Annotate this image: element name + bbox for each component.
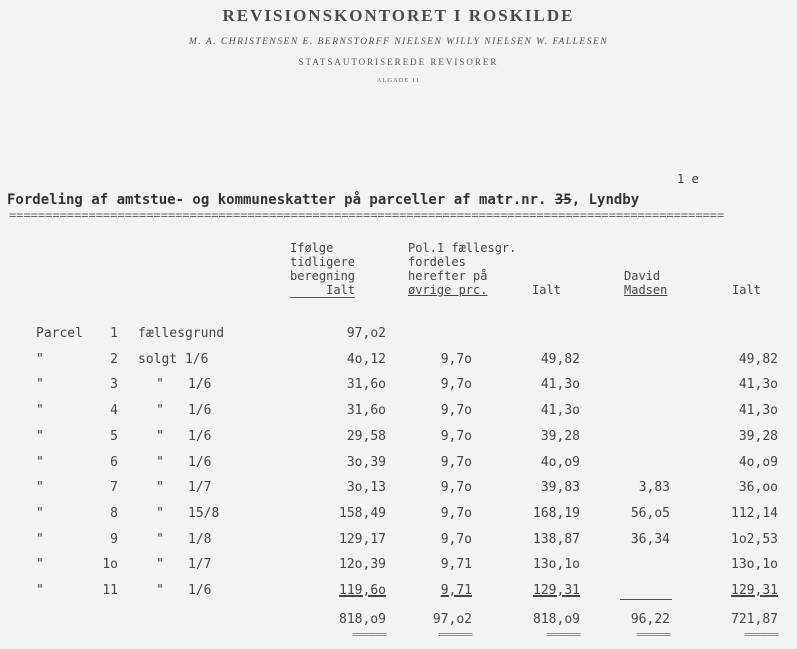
cell-previous: 119,6o — [339, 583, 386, 598]
cell-label: " — [36, 557, 44, 573]
cell-previous: 97,o2 — [346, 326, 386, 341]
cell-share: 15/8 — [188, 505, 220, 521]
cell-share: 1/7 — [188, 480, 212, 496]
cell-ditto: " — [156, 454, 164, 470]
cell-label: " — [36, 454, 44, 470]
cell-share: 1/8 — [188, 531, 212, 547]
total-total1: 818,o9 — [533, 611, 580, 627]
cell-ditto: " — [156, 557, 164, 573]
header-previous: Ifølge tidligere beregning Ialt — [290, 241, 356, 297]
cell-common: 9,7o — [440, 480, 472, 496]
cell-share: 1/6 — [188, 428, 212, 444]
cell-total1: 138,87 — [533, 531, 580, 547]
total-previous: 818,o9 — [339, 611, 386, 627]
cell-common: 9,7o — [440, 531, 472, 547]
cell-label: " — [36, 505, 44, 521]
cell-madsen: 3,83 — [638, 480, 670, 496]
cell-previous: 29,58 — [346, 428, 386, 444]
cell-previous: 129,17 — [339, 531, 386, 547]
cell-total1: 13o,1o — [533, 557, 580, 573]
cell-ditto: " — [156, 583, 164, 598]
cell-common: 9,71 — [440, 583, 472, 598]
title-suffix: , Lyndby — [571, 192, 640, 208]
header-total2: Ialt — [732, 283, 761, 297]
title-rule: =================================================================================================== — [9, 208, 725, 222]
cell-label: " — [36, 428, 44, 444]
cell-common: 9,71 — [440, 557, 472, 573]
cell-madsen: 56,o5 — [630, 505, 670, 521]
cell-share: 1/6 — [188, 403, 212, 419]
cell-ditto: " — [156, 505, 164, 521]
cell-total2: 4o,o9 — [738, 454, 778, 470]
cell-total1: 168,19 — [533, 505, 580, 521]
cell-share: 1/6 — [188, 454, 212, 470]
firm-name: REVISIONSKONTORET I ROSKILDE — [222, 6, 575, 25]
cell-madsen: 36,34 — [630, 531, 670, 547]
cell-num: 7 — [110, 480, 118, 496]
total-double-rule: ====== — [636, 627, 670, 641]
partner-names: M. A. CHRISTENSEN E. BERNSTORFF NIELSEN WILLY NIELSEN W. FALLESEN — [188, 37, 609, 47]
handwritten-correction: 1 e — [677, 172, 699, 186]
cell-total1: 49,82 — [540, 351, 580, 367]
title-prefix: Fordeling af amtstue- og kommuneskatter på parceller af matr.nr. — [7, 192, 547, 208]
cell-label: " — [36, 351, 44, 367]
firm-address: ALGADE 11 — [376, 77, 421, 84]
cell-common: 9,7o — [440, 428, 472, 444]
cell-total2: 39,28 — [738, 428, 778, 444]
cell-ditto: " — [156, 403, 164, 419]
total-double-rule: ====== — [438, 627, 472, 641]
cell-common: 9,7o — [440, 454, 472, 470]
cell-share: 1/7 — [188, 557, 212, 573]
cell-label: " — [36, 377, 44, 393]
header-common: Pol.1 fællesgr. fordeles herefter på øvrige prc. — [408, 241, 517, 297]
cell-total2: 41,3o — [738, 377, 778, 393]
cell-num: 9 — [110, 531, 118, 547]
cell-num: 4 — [110, 403, 118, 419]
cell-num: 2 — [110, 351, 118, 367]
cell-total2: 41,3o — [738, 403, 778, 419]
cell-madsen — [600, 402, 670, 420]
cell-share: 1/6 — [188, 377, 212, 393]
firm-subtitle: STATSAUTORISEREDE REVISORER — [298, 57, 499, 67]
total-total2: 721,87 — [731, 611, 778, 627]
cell-madsen — [600, 582, 670, 600]
cell-madsen — [600, 325, 670, 343]
cell-share — [188, 351, 228, 369]
cell-common: 9,7o — [440, 377, 472, 393]
cell-total2: 49,82 — [738, 351, 778, 367]
cell-common: 9,7o — [440, 505, 472, 521]
total-common: 97,o2 — [432, 611, 472, 627]
cell-common — [400, 325, 472, 343]
cell-previous: 12o,39 — [339, 557, 386, 573]
madsen-blank-underline — [620, 599, 672, 600]
document-title — [7, 192, 639, 208]
cell-ditto: " — [156, 531, 164, 547]
header-total1: Ialt — [532, 283, 561, 297]
cell-madsen — [600, 454, 670, 472]
cell-num: 5 — [110, 428, 118, 444]
cell-previous: 31,6o — [346, 377, 386, 393]
cell-num: 11 — [102, 583, 118, 598]
cell-label: " — [36, 403, 44, 419]
cell-label: Parcel — [36, 326, 83, 341]
cell-total1: 41,3o — [540, 403, 580, 419]
cell-total2: 36,oo — [738, 480, 778, 496]
cell-previous: 31,6o — [346, 403, 386, 419]
cell-label: " — [36, 531, 44, 547]
cell-ditto: " — [156, 377, 164, 393]
cell-num: 8 — [110, 505, 118, 521]
cell-total1 — [500, 325, 580, 343]
cell-madsen — [600, 351, 670, 369]
cell-total2: 13o,1o — [731, 557, 778, 573]
cell-previous: 4o,12 — [346, 351, 386, 367]
cell-total1: 4o,o9 — [540, 454, 580, 470]
cell-num: 1 — [110, 326, 118, 341]
cell-num: 6 — [110, 454, 118, 470]
cell-previous: 3o,13 — [346, 480, 386, 496]
header-madsen: David Madsen — [624, 269, 668, 297]
cell-total2: 129,31 — [731, 583, 778, 598]
cell-ditto: " — [156, 480, 164, 496]
cell-previous: 3o,39 — [346, 454, 386, 470]
cell-label: " — [36, 583, 44, 598]
cell-madsen — [600, 376, 670, 394]
cell-common: 9,7o — [440, 403, 472, 419]
total-double-rule: ====== — [546, 627, 580, 641]
cell-total2: 112,14 — [731, 505, 778, 521]
cell-total1: 41,3o — [540, 377, 580, 393]
cell-desc: solgt 1/6 — [138, 351, 209, 367]
total-double-rule: ====== — [744, 627, 778, 641]
cell-share — [188, 325, 228, 343]
cell-madsen — [600, 556, 670, 574]
cell-total2: 1o2,53 — [731, 531, 778, 547]
cell-total1: 129,31 — [533, 583, 580, 598]
cell-ditto: " — [156, 428, 164, 444]
cell-total2 — [690, 325, 778, 343]
cell-desc: fællesgrund — [138, 326, 225, 341]
cell-total1: 39,83 — [540, 480, 580, 496]
total-double-rule: ====== — [352, 627, 386, 641]
struck-number: 35 — [554, 192, 572, 208]
cell-num: 1o — [102, 557, 118, 573]
cell-madsen — [600, 428, 670, 446]
total-madsen: 96,22 — [630, 611, 670, 627]
cell-share: 1/6 — [188, 583, 212, 598]
cell-num: 3 — [110, 377, 118, 393]
cell-label: " — [36, 480, 44, 496]
cell-total1: 39,28 — [540, 428, 580, 444]
cell-previous: 158,49 — [339, 505, 386, 521]
cell-common: 9,7o — [440, 351, 472, 367]
